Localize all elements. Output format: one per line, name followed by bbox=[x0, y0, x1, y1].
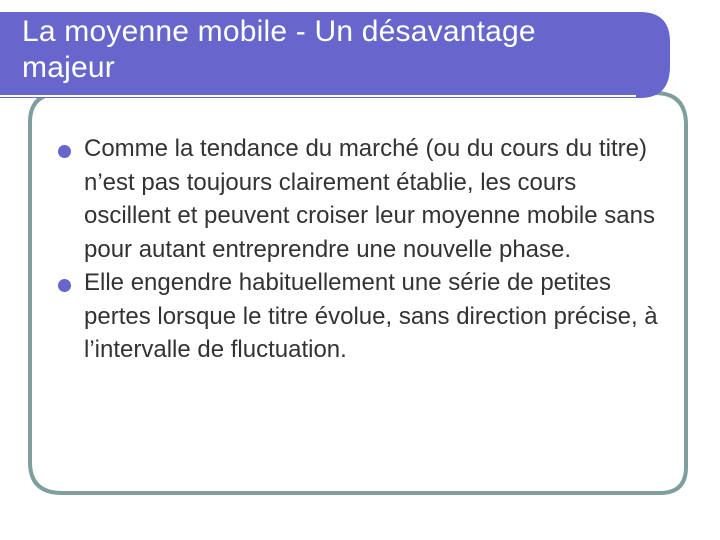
bullet-dot-icon bbox=[58, 279, 71, 292]
bullet-dot-icon bbox=[58, 145, 71, 158]
bullet-item-1 bbox=[58, 132, 658, 266]
bullet-text: Elle engendre habituellement une série de petites pertes lorsque le titre évolue, sans direction précise, à l’intervalle de fluctuation. bbox=[84, 269, 658, 363]
bullet-list bbox=[58, 132, 658, 367]
bullet-text: Comme la tendance du marché (ou du cours du titre) n’est pas toujours clairement établie, les cours oscillent et peuvent croiser leur moyenne mobile sans pour autant entreprendre une nouvelle phase. bbox=[84, 135, 655, 263]
slide-title: La moyenne mobile - Un désavantage majeur bbox=[22, 15, 536, 84]
bullet-item-2 bbox=[58, 266, 658, 367]
